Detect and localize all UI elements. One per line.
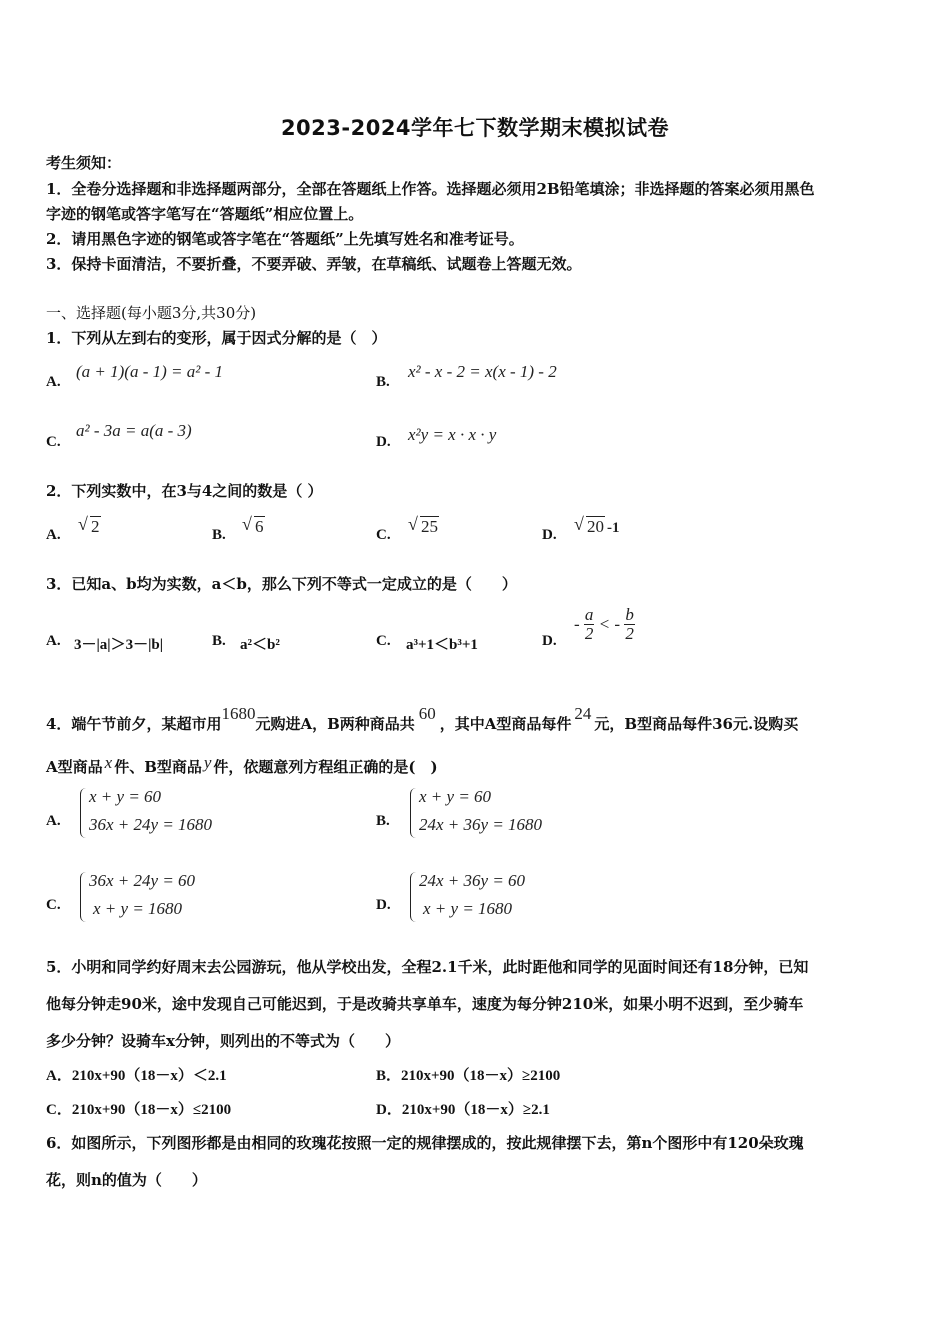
q4-brace-b — [410, 788, 417, 838]
q1-stem: 1．下列从左到右的变形，属于因式分解的是（ ） — [46, 329, 387, 347]
q4-a-eq2: 36x + 24y = 1680 — [89, 815, 213, 834]
q3-label-c: C. — [376, 633, 391, 649]
q6-stem-line-1: 6．如图所示，下列图形都是由相同的玫瑰花按照一定的规律摆成的，按此规律摆下去，第n个图形中有120朵玫瑰 — [46, 1134, 804, 1152]
q4-brace-c — [80, 872, 87, 922]
q3-option-d: - $\frac{a}{2}$ < - $\frac{b}{2}$ — [574, 605, 634, 643]
q2-radicand-d: 20 — [587, 517, 604, 536]
notice-item-1: 1．全卷分选择题和非选择题两部分，全部在答题纸上作答。选择题必须用2B铅笔填涂；非选择题的答案必须用黑色 — [46, 180, 815, 198]
q2-radicand-b: 6 — [255, 517, 264, 536]
q4-b-eq2: 24x + 36y = 1680 — [419, 815, 543, 834]
q3-option-c: a³+1＜b³+1 — [406, 637, 478, 653]
q5-stem-line-2: 他每分钟走90米，途中发现自己可能迟到，于是改骑共享单车，速度为每分钟210米，如果小明不迟到，至少骑车 — [46, 995, 804, 1013]
q5-option-c: C．210x+90（18－x）≤2100 — [46, 1102, 232, 1118]
q4-stem-2 — [46, 753, 438, 777]
q2-label-a: A. — [46, 527, 61, 543]
q4-stem-part-3: ，其中A型商品每件 — [439, 715, 572, 733]
q4-var-y: y — [203, 753, 212, 772]
q4-stem2-part-2: 件、B型商品 — [114, 758, 202, 776]
q4-stem-part-2: 元购进A，B两种商品共 — [255, 715, 415, 733]
q1-option-d: x²y = x · x · y — [408, 425, 497, 444]
q4-label-d: D. — [376, 897, 391, 913]
notice-heading: 考生须知： — [46, 154, 122, 172]
q5-stem-line-1: 5．小明和同学约好周末去公园游玩，他从学校出发，全程2.1千米，此时距他和同学的见面时间还有18分钟，已知 — [46, 958, 809, 976]
q1-label-c: C. — [46, 434, 61, 450]
q1-label-a: A. — [46, 374, 61, 390]
q4-c-eq1: 36x + 24y = 60 — [89, 871, 196, 890]
q3-d-den-a: 2 — [584, 624, 594, 643]
q4-stem2-part-1: A型商品 — [46, 758, 103, 776]
q1-label-d: D. — [376, 434, 391, 450]
q3-d-num-b: b — [625, 605, 634, 624]
q2-option-a: √ 2 — [78, 514, 100, 536]
q1-label-b: B. — [376, 374, 390, 390]
q4-stem-part-4: 元，B型商品每件36元.设购买 — [594, 715, 799, 733]
q6-stem-line-2: 花，则n的值为（ ） — [46, 1171, 207, 1189]
q4-stem2-part-3: 件，依题意列方程组正确的是( ) — [213, 758, 438, 776]
q4-number-1680: 1680 — [221, 704, 256, 723]
q4-brace-a — [80, 788, 87, 838]
q2-radicand-a: 2 — [91, 517, 100, 536]
q5-option-d: D．210x+90（18－x）≥2.1 — [376, 1102, 550, 1118]
q5-option-b: B．210x+90（18－x）≥2100 — [376, 1068, 561, 1084]
q4-stem-1 — [46, 704, 798, 734]
q2-option-d: √ 20 -1 — [574, 514, 620, 536]
q3-option-b: a²＜b² — [240, 637, 280, 653]
q2-label-c: C. — [376, 527, 391, 543]
q4-stem-part-1: 4．端午节前夕，某超市用 — [46, 715, 222, 733]
q4-number-24: 24 — [574, 704, 592, 723]
q2-label-b: B. — [212, 527, 226, 543]
q4-var-x: x — [104, 753, 113, 772]
q2-option-d-suffix: -1 — [607, 520, 620, 536]
q4-brace-d — [410, 872, 417, 922]
notice-item-1-cont: 字迹的钢笔或答字笔写在“答题纸”相应位置上。 — [46, 205, 364, 223]
q3-option-a: 3－|a|＞3－|b| — [74, 637, 164, 653]
q5-option-a: A．210x+90（18－x）＜2.1 — [46, 1068, 227, 1084]
q2-label-d: D. — [542, 527, 557, 543]
q2-option-c: √ 25 — [408, 514, 438, 536]
q4-d-eq2: x + y = 1680 — [423, 899, 513, 918]
q4-label-a: A. — [46, 813, 61, 829]
q4-label-c: C. — [46, 897, 61, 913]
section-heading: 一、选择题(每小题3分,共30分) — [46, 304, 257, 322]
q3-label-a: A. — [46, 633, 61, 649]
q4-d-eq1: 24x + 36y = 60 — [419, 871, 526, 890]
q4-b-eq1: x + y = 60 — [419, 787, 492, 806]
q4-label-b: B. — [376, 813, 390, 829]
q3-d-num-a: a — [584, 605, 594, 624]
page-title: 2023-2024学年七下数学期末模拟试卷 — [280, 116, 670, 140]
notice-item-3: 3．保持卡面清洁，不要折叠，不要弄破、弄皱，在草稿纸、试题卷上答题无效。 — [46, 255, 582, 273]
q2-stem: 2．下列实数中，在3与4之间的数是（ ） — [46, 482, 323, 500]
q4-number-60: 60 — [418, 704, 436, 723]
q1-option-a: (a + 1)(a - 1) = a² - 1 — [76, 362, 224, 381]
q3-label-d: D. — [542, 633, 557, 649]
q1-option-c: a² - 3a = a(a - 3) — [76, 421, 192, 440]
q4-c-eq2: x + y = 1680 — [93, 899, 183, 918]
q3-label-b: B. — [212, 633, 226, 649]
q3-d-den-b: 2 — [625, 624, 634, 643]
q2-option-b: √ 6 — [242, 514, 264, 536]
q2-radicand-c: 25 — [421, 517, 438, 536]
q3-stem: 3．已知a、b均为实数，a＜b，那么下列不等式一定成立的是（ ） — [46, 575, 517, 593]
q5-stem-line-3: 多少分钟？设骑车x分钟，则列出的不等式为（ ） — [46, 1032, 400, 1050]
notice-item-2: 2．请用黑色字迹的钢笔或答字笔在“答题纸”上先填写姓名和准考证号。 — [46, 230, 524, 248]
q4-a-eq1: x + y = 60 — [89, 787, 162, 806]
q1-option-b: x² - x - 2 = x(x - 1) - 2 — [408, 362, 557, 381]
